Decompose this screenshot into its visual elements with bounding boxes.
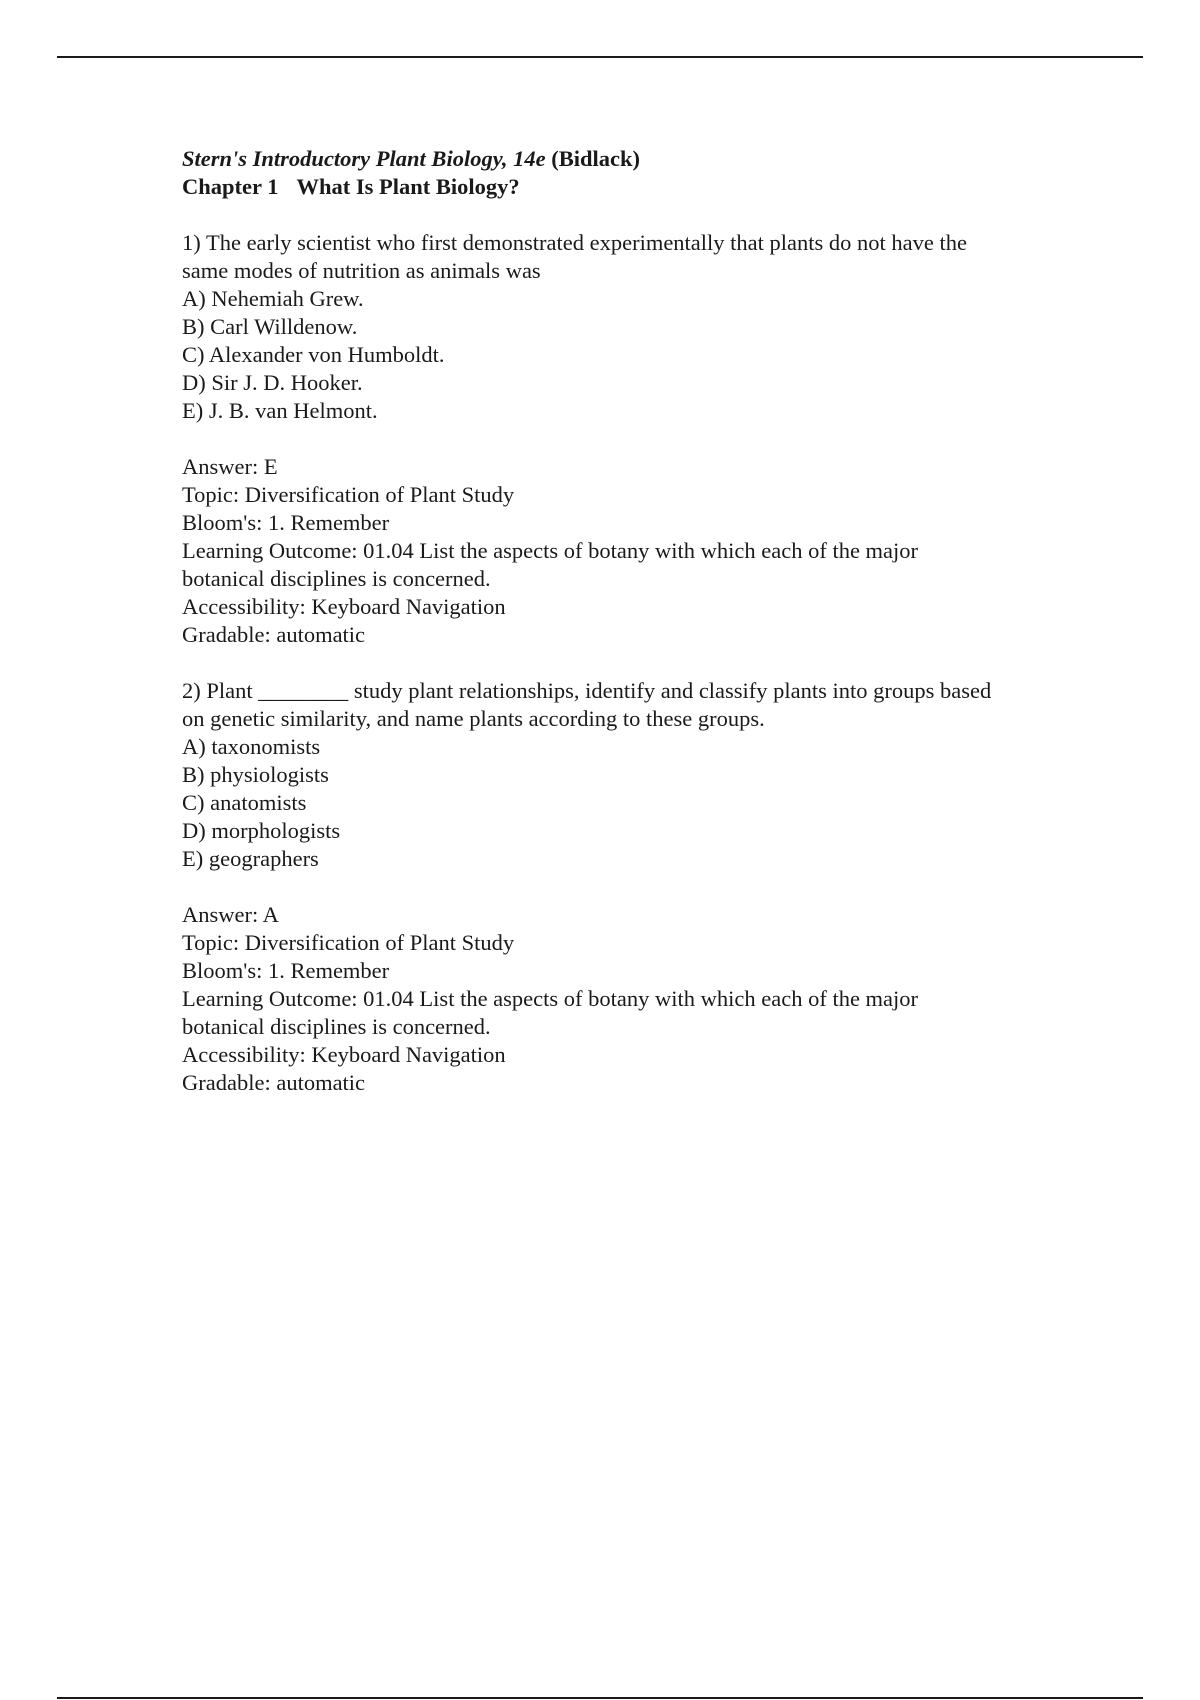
question-metadata <box>182 901 1082 1097</box>
chapter-title: What Is Plant Biology? <box>296 174 520 199</box>
topic-line: Topic: Diversification of Plant Study <box>182 482 515 507</box>
learning-outcome-line: Learning Outcome: 01.04 List the aspects of botany with which each of the major <box>182 986 919 1011</box>
topic-line: Topic: Diversification of Plant Study <box>182 930 515 955</box>
author: (Bidlack) <box>551 146 640 171</box>
option-b: B) physiologists <box>182 762 329 787</box>
option-c: C) Alexander von Humboldt. <box>182 342 445 367</box>
top-divider <box>57 56 1143 58</box>
book-title: Stern's Introductory Plant Biology, 14e <box>182 146 546 171</box>
chapter-number: Chapter 1 <box>182 174 279 199</box>
option-b: B) Carl Willdenow. <box>182 314 358 339</box>
question-stem: 2) Plant ________ study plant relationships, identify and classify plants into groups based <box>182 678 992 703</box>
option-d: D) Sir J. D. Hooker. <box>182 370 363 395</box>
bottom-divider <box>57 1697 1143 1699</box>
document-title <box>182 145 1082 173</box>
option-d: D) morphologists <box>182 818 341 843</box>
blooms-line: Bloom's: 1. Remember <box>182 958 390 983</box>
question-metadata <box>182 453 1082 649</box>
document-body <box>182 145 1082 1097</box>
accessibility-line: Accessibility: Keyboard Navigation <box>182 1042 506 1067</box>
learning-outcome-continued: botanical disciplines is concerned. <box>182 1014 491 1039</box>
option-a: A) Nehemiah Grew. <box>182 286 364 311</box>
gradable-line: Gradable: automatic <box>182 1070 366 1095</box>
question-stem-continued: same modes of nutrition as animals was <box>182 258 541 283</box>
learning-outcome-line: Learning Outcome: 01.04 List the aspects of botany with which each of the major <box>182 538 919 563</box>
question-1 <box>182 229 1082 649</box>
question-stem-continued: on genetic similarity, and name plants according to these groups. <box>182 706 765 731</box>
chapter-heading <box>182 173 1082 201</box>
answer-options <box>182 285 1082 425</box>
learning-outcome-continued: botanical disciplines is concerned. <box>182 566 491 591</box>
option-e: E) J. B. van Helmont. <box>182 398 378 423</box>
answer-line: Answer: A <box>182 902 279 927</box>
blooms-line: Bloom's: 1. Remember <box>182 510 390 535</box>
answer-options <box>182 733 1082 873</box>
gradable-line: Gradable: automatic <box>182 622 366 647</box>
option-e: E) geographers <box>182 846 319 871</box>
accessibility-line: Accessibility: Keyboard Navigation <box>182 594 506 619</box>
answer-line: Answer: E <box>182 454 278 479</box>
question-2 <box>182 677 1082 1097</box>
question-stem: 1) The early scientist who first demonstrated experimentally that plants do not have the <box>182 230 967 255</box>
option-a: A) taxonomists <box>182 734 321 759</box>
option-c: C) anatomists <box>182 790 307 815</box>
